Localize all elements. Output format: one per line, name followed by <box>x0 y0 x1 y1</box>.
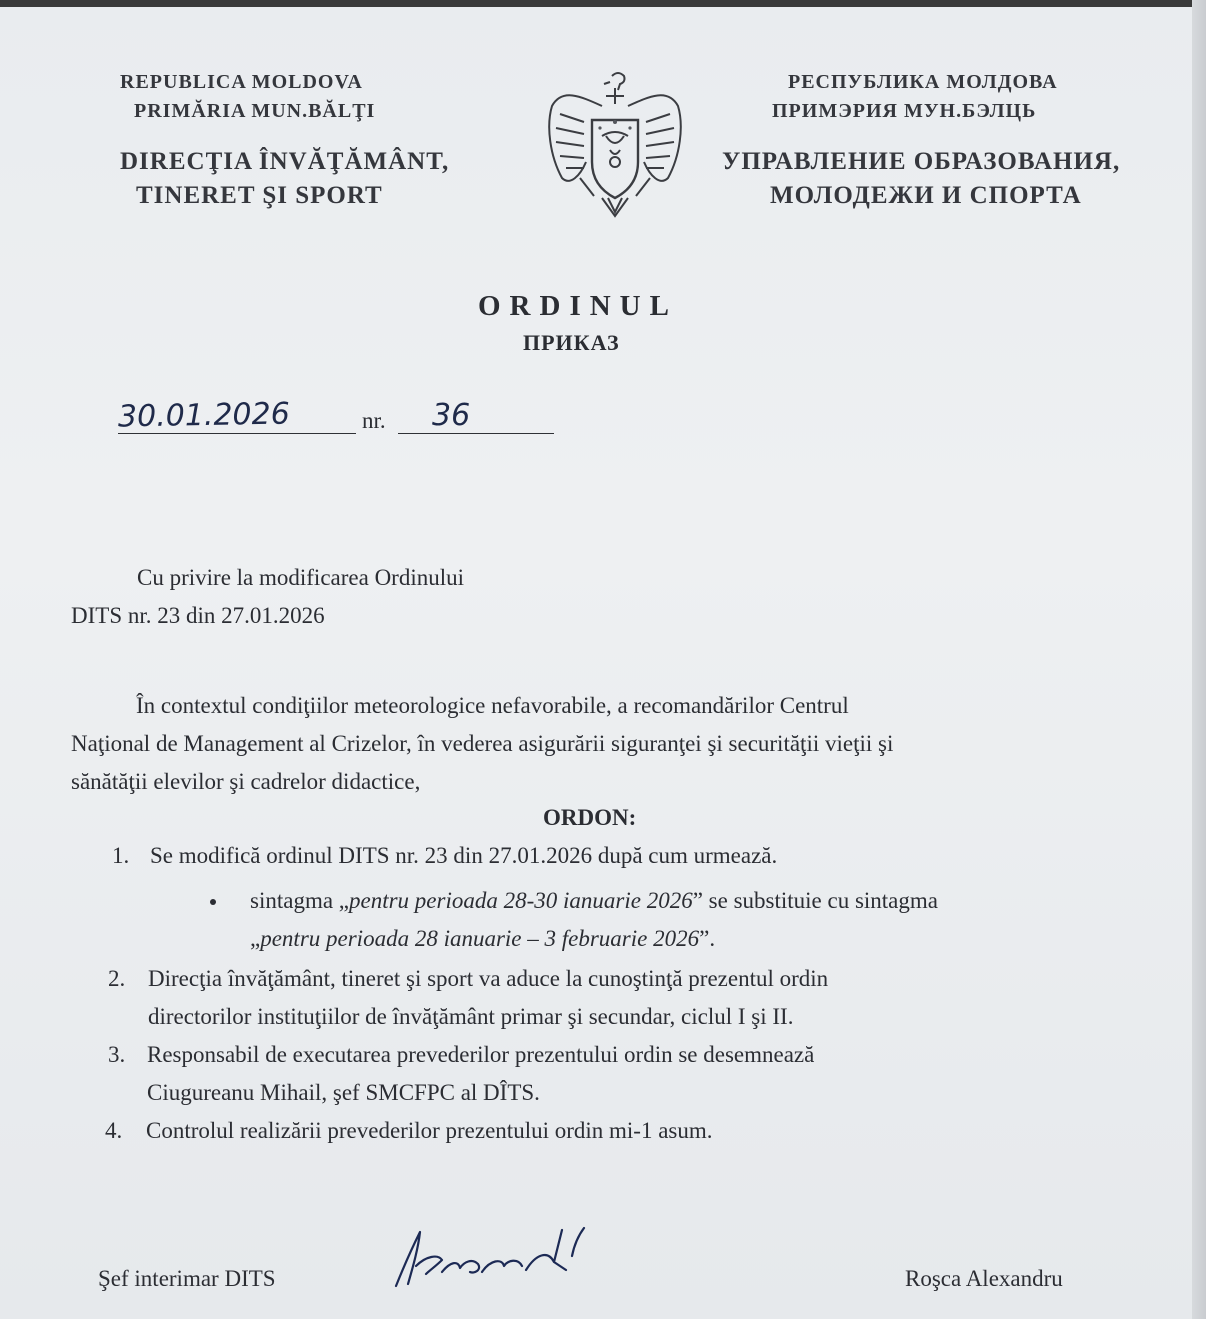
header-left-directorate: DIRECŢIA ÎNVĂŢĂMÂNT, <box>120 148 450 175</box>
moldova-coat-of-arms-icon <box>540 66 690 222</box>
item-2-line-2: directorilor instituţiilor de învăţământ primar şi secundar, ciclul I şi II. <box>148 1004 794 1029</box>
header-left-municipality: PRIMĂRIA MUN.BĂLŢI <box>134 100 376 122</box>
number-underline <box>398 433 554 434</box>
item-4-number: 4. <box>105 1118 123 1143</box>
number-label: nr. <box>362 408 386 433</box>
item-1-number: 1. <box>112 843 130 868</box>
photo-top-edge <box>0 0 1206 7</box>
item-2-number: 2. <box>108 966 126 991</box>
item-1-bullet-line-2: „pentru perioada 28 ianuarie – 3 februarie 2026”. <box>250 926 716 951</box>
item-3-line-1: Responsabil de executarea prevederilor prezentului ordin se desemnează <box>147 1042 815 1067</box>
signatory-position: Şef interimar DITS <box>98 1266 276 1291</box>
order-date: 30.01.2026 <box>117 396 291 435</box>
order-number: 36 <box>432 398 471 433</box>
item-1-text: Se modifică ordinul DITS nr. 23 din 27.01.2026 după cum urmează. <box>150 843 778 868</box>
item-1-bullet-line-1: sintagma „pentru perioada 28-30 ianuarie 2026” se substituie cu sintagma <box>250 888 938 913</box>
header-right-municipality: ПРИМЭРИЯ МУН.БЭЛЦЬ <box>772 100 1037 122</box>
bullet-icon <box>210 899 216 905</box>
subject-line-2: DITS nr. 23 din 27.01.2026 <box>71 603 325 628</box>
header-right-directorate-2: МОЛОДЕЖИ И СПОРТА <box>770 182 1082 209</box>
page-subtitle: ПРИКАЗ <box>523 330 620 355</box>
preamble-line-1: În contextul condiţiilor meteorologice nefavorabile, a recomandărilor Centrul <box>136 693 849 718</box>
page-title: ORDINUL <box>478 290 678 322</box>
subject-line-1: Cu privire la modificarea Ordinului <box>137 565 465 590</box>
item-2-line-1: Direcţia învăţământ, tineret şi sport va aduce la cunoştinţă prezentul ordin <box>148 966 829 991</box>
item-3-line-2: Ciugureanu Mihail, şef SMCFPC al DÎTS. <box>147 1080 540 1105</box>
preamble-line-3: sănătăţii elevilor şi cadrelor didactice, <box>71 769 421 794</box>
signatory-name: Roşca Alexandru <box>905 1266 1063 1291</box>
header-left-directorate-2: TINERET ŞI SPORT <box>136 182 383 209</box>
header-left-country: REPUBLICA MOLDOVA <box>120 71 363 93</box>
item-3-number: 3. <box>108 1042 126 1067</box>
preamble-line-2: Naţional de Management al Crizelor, în vederea asigurării siguranţei şi securităţii vieţii şi <box>71 731 894 756</box>
header-right-directorate: УПРАВЛЕНИЕ ОБРАЗОВАНИЯ, <box>722 148 1121 175</box>
item-4-text: Controlul realizării prevederilor prezentului ordin mi-1 asum. <box>146 1118 713 1143</box>
ordon-heading: ORDON: <box>543 805 637 830</box>
handwritten-signature <box>386 1226 596 1292</box>
header-right-country: РЕСПУБЛИКА МОЛДОВА <box>788 71 1058 93</box>
photo-right-edge <box>1192 0 1206 1319</box>
